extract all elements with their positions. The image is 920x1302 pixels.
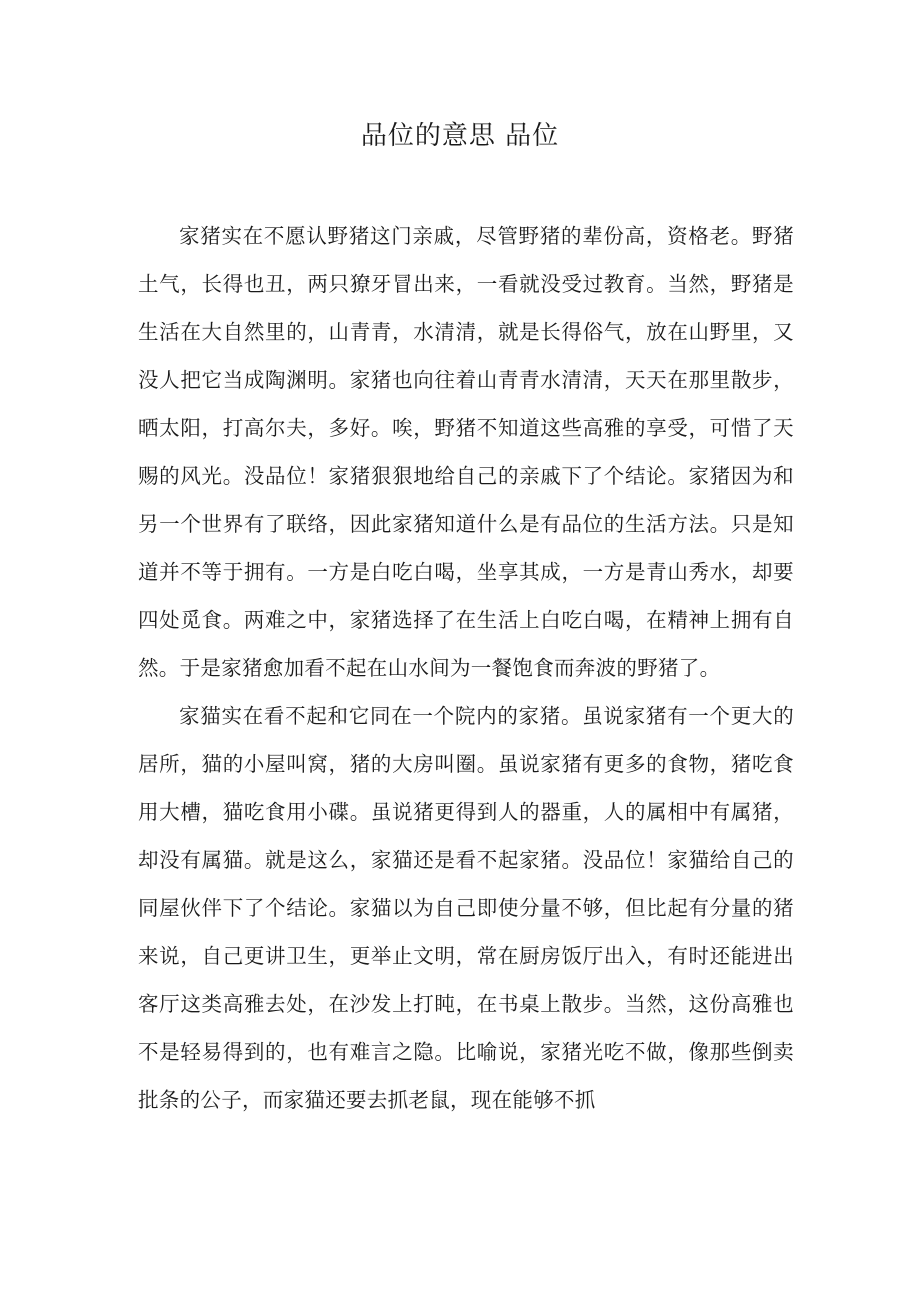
article-body [138, 212, 794, 1124]
page-title: 品位的意思 品位 [360, 121, 560, 151]
paragraph-1: 家猪实在不愿认野猪这门亲戚，尽管野猪的辈份高，资格老。野猪土气，长得也丑，两只獠牙冒出来，一看就没受过教育。当然，野猪是生活在大自然里的，山青青，水清清，就是长得俗气，放在山野里，又没人把它当成陶渊明。家猪也向往着山青青水清清，天天在那里散步，晒太阳，打高尔夫，多好。唉，野猪不知道这些高雅的享受，可惜了天赐的风光。没品位！家猪狠狠地给自己的亲戚下了个结论。家猪因为和另一个世界有了联络，因此家猪知道什么是有品位的生活方法。只是知道并不等于拥有。一方是白吃白喝，坐享其成，一方是青山秀水，却要四处觅食。两难之中，家猪选择了在生活上白吃白喝，在精神上拥有自然。于是家猪愈加看不起在山水间为一餐饱食而奔波的野猪了。 [138, 224, 794, 680]
paragraph-2: 家猫实在看不起和它同在一个院内的家猪。虽说家猪有一个更大的居所，猫的小屋叫窝，猪的大房叫圈。虽说家猪有更多的食物，猪吃食用大槽，猫吃食用小碟。虽说猪更得到人的器重，人的属相中有属猪，却没有属猫。就是这么，家猫还是看不起家猪。没品位！家猫给自己的同屋伙伴下了个结论。家猫以为自己即使分量不够，但比起有分量的猪来说，自己更讲卫生，更举止文明，常在厨房饭厅出入，有时还能进出客厅这类高雅去处，在沙发上打盹，在书桌上散步。当然，这份高雅也不是轻易得到的，也有难言之隐。比喻说，家猪光吃不做，像那些倒卖批条的公子，而家猫还要去抓老鼠，现在能够不抓 [138, 704, 794, 1112]
